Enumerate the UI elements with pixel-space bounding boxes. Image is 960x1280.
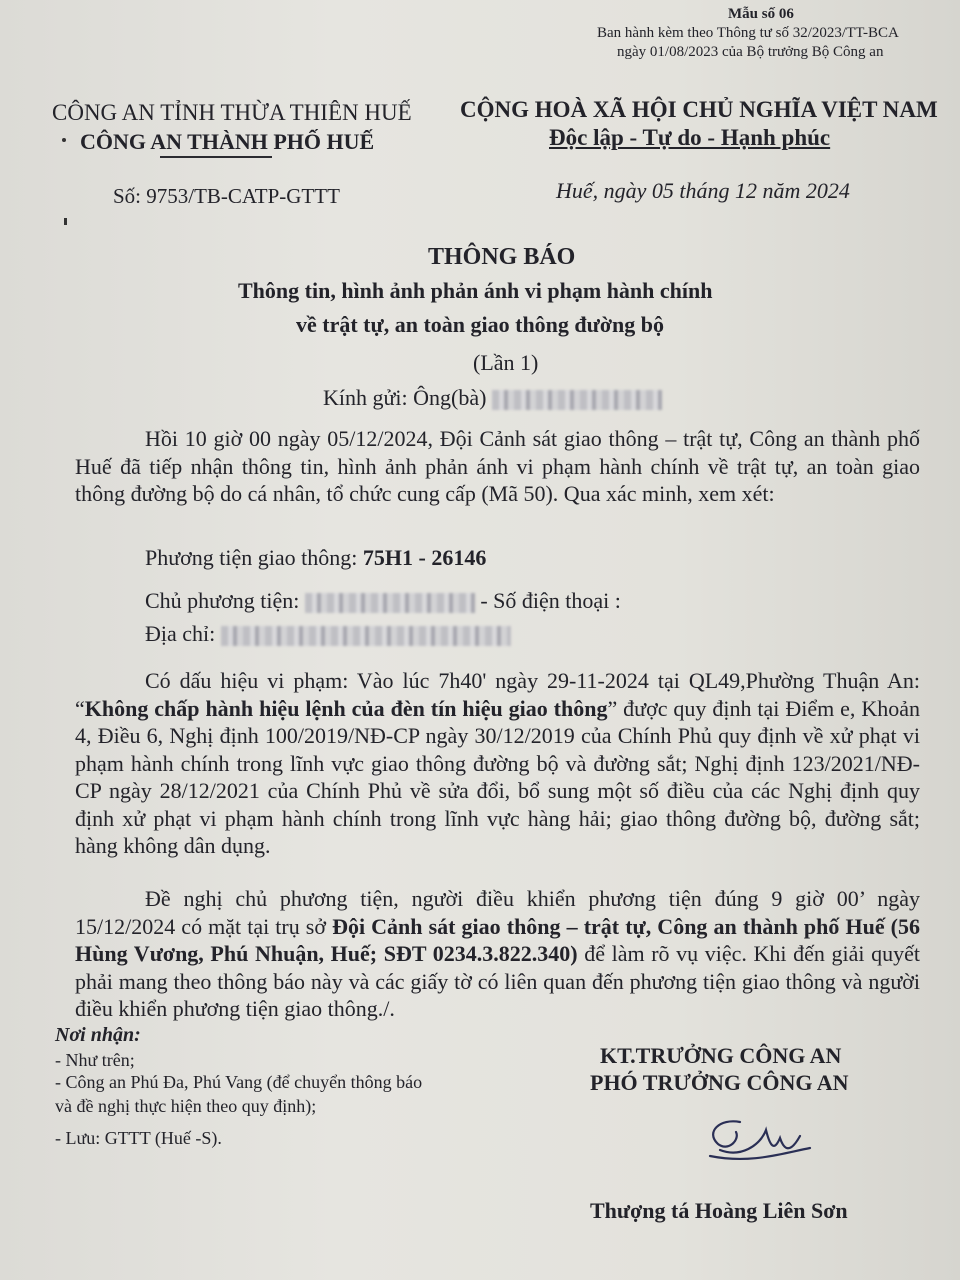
- document-title: THÔNG BÁO: [428, 244, 576, 270]
- violation-description: Không chấp hành hiệu lệnh của đèn tín hiệu giao thông: [84, 695, 608, 721]
- form-number: Mẫu số 06: [728, 6, 794, 22]
- body-paragraph-1: [75, 425, 920, 508]
- violation-text: [75, 667, 920, 860]
- violation-intro: Có dấu hiệu vi phạm: Vào lúc 7h40' ngày 29-11-2024 tại QL49,Phường Thuận An: “: [75, 668, 920, 721]
- redacted-address: [221, 626, 511, 646]
- paper-mark: [62, 138, 66, 142]
- recipients-line-2: - Công an Phú Đa, Phú Vang (để chuyển thông báo: [55, 1072, 423, 1092]
- document-subtitle-2: về trật tự, an toàn giao thông đường bộ: [296, 312, 665, 337]
- country-name: CỘNG HOÀ XÃ HỘI CHỦ NGHĨA VIỆT NAM: [460, 97, 938, 122]
- document-subtitle-1: Thông tin, hình ảnh phản ánh vi phạm hành chính: [238, 278, 713, 303]
- vehicle-line: [145, 545, 486, 571]
- vehicle-label: Phương tiện giao thông:: [145, 545, 363, 570]
- owner-line: [145, 588, 621, 614]
- form-issued-line1: Ban hành kèm theo Thông tư số 32/2023/TT-BCA: [597, 25, 899, 41]
- owner-label: Chủ phương tiện:: [145, 588, 305, 613]
- paper-mark: [64, 218, 67, 225]
- recipients-line-4: - Lưu: GTTT (Huế -S).: [55, 1128, 222, 1148]
- redacted-name: [492, 390, 662, 410]
- request-instructions: để làm rõ vụ việc. Khi đến giải quyết phải mang theo thông báo này và các giấy tờ có liên quan đến phương tiện giao thông và người điều khiển phương tiện giao thông./.: [75, 941, 920, 1021]
- body-paragraph-request: [75, 885, 920, 1023]
- form-issued-line2: ngày 01/08/2023 của Bộ trưởng Bộ Công an: [617, 44, 884, 60]
- violation-legal-basis: ” được quy định tại Điểm e, Khoản 4, Điều 6, Nghị định 100/2019/NĐ-CP ngày 30/12/2019 của Chính Phủ quy định về xử phạt vi phạm hành chính trong lĩnh vực giao thông đường bộ và đường sắt; Nghị định 123/2021/NĐ-CP ngày 28/12/2021 của Chính Phủ về sửa đổi, bổ sung một số điều của các Nghị định quy định xử phạt vi phạm hành chính trong lĩnh vực hàng hải; giao thông đường bộ, đường sắt; hàng không dân dụng.: [75, 695, 920, 858]
- recipient-line: [323, 385, 662, 411]
- agency-name: CÔNG AN THÀNH PHỐ HUẾ: [80, 129, 375, 154]
- body-paragraph-violation: [75, 667, 920, 860]
- notice-times: (Lần 1): [473, 350, 539, 375]
- redacted-owner: [305, 593, 475, 613]
- request-text: [75, 885, 920, 1023]
- national-motto: Độc lập - Tự do - Hạnh phúc: [549, 125, 831, 150]
- phone-label: - Số điện thoại :: [474, 588, 621, 613]
- request-intro: Đề nghị chủ phương tiện, người điều khiển phương tiện đúng 9 giờ 00’ ngày 15/12/2024 có mặt tại trụ sở: [75, 886, 920, 939]
- recipients-line-1: - Như trên;: [55, 1050, 135, 1070]
- place-date: Huế, ngày 05 tháng 12 năm 2024: [556, 178, 850, 203]
- agency-parent: CÔNG AN TỈNH THỪA THIÊN HUẾ: [52, 100, 412, 125]
- reception-text: Hồi 10 giờ 00 ngày 05/12/2024, Đội Cảnh sát giao thông – trật tự, Công an thành phố Huế đã tiếp nhận thông tin, hình ảnh phản ánh vi phạm hành chính về trật tự, an toàn giao thông đường bộ do cá nhân, tổ chức cung cấp (Mã 50). Qua xác minh, xem xét:: [75, 426, 920, 506]
- recipients-title: Nơi nhận:: [55, 1024, 141, 1046]
- document-number: Số: 9753/TB-CATP-GTTT: [113, 184, 340, 208]
- handwritten-signature-icon: [700, 1110, 820, 1170]
- vehicle-plate: 75H1 - 26146: [362, 545, 487, 570]
- recipients-line-3: và đề nghị thực hiện theo quy định);: [55, 1096, 317, 1116]
- address-label: Địa chỉ:: [145, 621, 221, 646]
- signature-title-2: PHÓ TRƯỞNG CÔNG AN: [590, 1070, 849, 1095]
- address-line: [145, 621, 511, 647]
- signature-title-1: KT.TRƯỞNG CÔNG AN: [600, 1043, 842, 1068]
- agency-underline: [160, 156, 272, 158]
- recipient-label: Kính gửi: Ông(bà): [323, 385, 487, 410]
- request-office: Đội Cảnh sát giao thông – trật tự, Công an thành phố Huế (56 Hùng Vương, Phú Nhuận, Huế; SĐT 0234.3.822.340): [75, 913, 920, 966]
- signer-name: Thượng tá Hoàng Liên Sơn: [590, 1198, 848, 1223]
